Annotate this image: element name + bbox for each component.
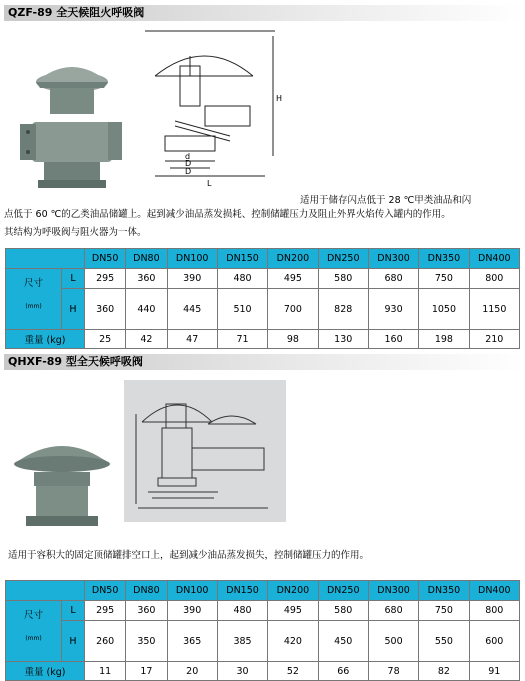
- table-cell: 828: [318, 289, 368, 330]
- col-header: DN350: [419, 581, 469, 601]
- qhxf-valve-photo: [6, 432, 118, 532]
- weight-label: 重量 (kg): [6, 662, 85, 681]
- table-cell: 360: [126, 269, 167, 289]
- table-cell: 480: [217, 269, 267, 289]
- table-cell: 25: [85, 330, 126, 349]
- table-cell: 78: [368, 662, 418, 681]
- size-label: 尺寸: [23, 277, 43, 289]
- table-cell: 52: [268, 662, 318, 681]
- table-cell: 360: [126, 601, 167, 621]
- table-cell: 82: [419, 662, 469, 681]
- dim-L-label: L: [207, 179, 212, 188]
- table-cell: 160: [368, 330, 418, 349]
- table-cell: 1150: [469, 289, 519, 330]
- table-cell: 47: [167, 330, 217, 349]
- table-cell: 420: [268, 621, 318, 662]
- table-cell: 91: [469, 662, 519, 681]
- table-cell: 580: [318, 269, 368, 289]
- table-cell: 500: [368, 621, 418, 662]
- col-header: DN150: [217, 249, 267, 269]
- col-header: DN200: [268, 581, 318, 601]
- col-header: DN350: [419, 249, 469, 269]
- table-cell: 680: [368, 269, 418, 289]
- table-cell: 11: [85, 662, 126, 681]
- col-header: DN300: [368, 249, 418, 269]
- section1-description-line2: 点低于 60 ℃的乙类油品储罐上。起到减少油品蒸发损耗、控制储罐压力及阻止外界火焰传入罐内的作用。: [4, 209, 451, 220]
- col-header: DN400: [469, 249, 519, 269]
- table-cell: 450: [318, 621, 368, 662]
- table-cell: 440: [126, 289, 167, 330]
- col-header: DN250: [318, 249, 368, 269]
- table-cell: 1050: [419, 289, 469, 330]
- table-cell: 350: [126, 621, 167, 662]
- table-cell: 750: [419, 269, 469, 289]
- size-label-cell: [6, 269, 62, 330]
- size-label: 尺寸: [23, 609, 43, 621]
- table-cell: 30: [217, 662, 267, 681]
- size-label-cell: [6, 601, 62, 662]
- table-cell: 385: [217, 621, 267, 662]
- col-header: DN400: [469, 581, 519, 601]
- H-label: H: [62, 621, 85, 662]
- qhxf-technical-drawing: [128, 384, 284, 520]
- table-cell: 98: [268, 330, 318, 349]
- section1-title: QZF-89 全天候阻火呼吸阀: [4, 5, 525, 21]
- section1-description-line1: 适用于储存闪点低于 28 ℃甲类油品和闪: [300, 195, 472, 206]
- table-cell: 20: [167, 662, 217, 681]
- table-cell: 550: [419, 621, 469, 662]
- table-cell: 600: [469, 621, 519, 662]
- table-cell: 210: [469, 330, 519, 349]
- table-cell: 390: [167, 269, 217, 289]
- table-cell: 295: [85, 269, 126, 289]
- qzf-valve-photo: [14, 62, 124, 192]
- H-label: H: [62, 289, 85, 330]
- col-header: DN150: [217, 581, 267, 601]
- table-cell: 66: [318, 662, 368, 681]
- section2-title: QHXF-89 型全天候呼吸阀: [4, 354, 525, 370]
- table-cell: 71: [217, 330, 267, 349]
- table-cell: 260: [85, 621, 126, 662]
- table-cell: 800: [469, 269, 519, 289]
- table-cell: 365: [167, 621, 217, 662]
- dim-D2-label: D: [185, 167, 192, 176]
- table-cell: 42: [126, 330, 167, 349]
- L-label: L: [62, 269, 85, 289]
- unit-label: (mm): [25, 302, 42, 310]
- col-header: DN50: [85, 581, 126, 601]
- unit-label: (mm): [25, 634, 42, 642]
- dim-d-label: d: [185, 152, 191, 161]
- table-cell: 445: [167, 289, 217, 330]
- table-cell: 17: [126, 662, 167, 681]
- col-header: DN100: [167, 581, 217, 601]
- qzf-spec-table: [5, 248, 520, 349]
- table-cell: 495: [268, 601, 318, 621]
- table-cell: 198: [419, 330, 469, 349]
- section1-description-line3: 其结构为呼吸阀与阻火器为一体。: [4, 227, 147, 238]
- dim-H-label: H: [276, 94, 283, 103]
- col-header: DN300: [368, 581, 418, 601]
- col-header: DN80: [126, 249, 167, 269]
- table-cell: 360: [85, 289, 126, 330]
- col-header: DN200: [268, 249, 318, 269]
- section2-description: 适用于容积大的固定顶储罐排空口上，起到减少油品蒸发损失，控制储罐压力的作用。: [8, 550, 370, 561]
- col-header: DN100: [167, 249, 217, 269]
- table-cell: 130: [318, 330, 368, 349]
- table-cell: 510: [217, 289, 267, 330]
- dim-D-label: D: [185, 159, 192, 168]
- table-cell: 680: [368, 601, 418, 621]
- qzf-technical-drawing: [135, 26, 285, 191]
- table-cell: 800: [469, 601, 519, 621]
- col-header: DN250: [318, 581, 368, 601]
- col-header: DN50: [85, 249, 126, 269]
- weight-label: 重量 (kg): [6, 330, 85, 349]
- table-cell: 700: [268, 289, 318, 330]
- L-label: L: [62, 601, 85, 621]
- table-cell: 580: [318, 601, 368, 621]
- table-cell: 930: [368, 289, 418, 330]
- table-cell: 480: [217, 601, 267, 621]
- table-cell: 750: [419, 601, 469, 621]
- table-cell: 495: [268, 269, 318, 289]
- table-cell: 295: [85, 601, 126, 621]
- table-cell: 390: [167, 601, 217, 621]
- qhxf-spec-table: [5, 580, 520, 681]
- col-header: DN80: [126, 581, 167, 601]
